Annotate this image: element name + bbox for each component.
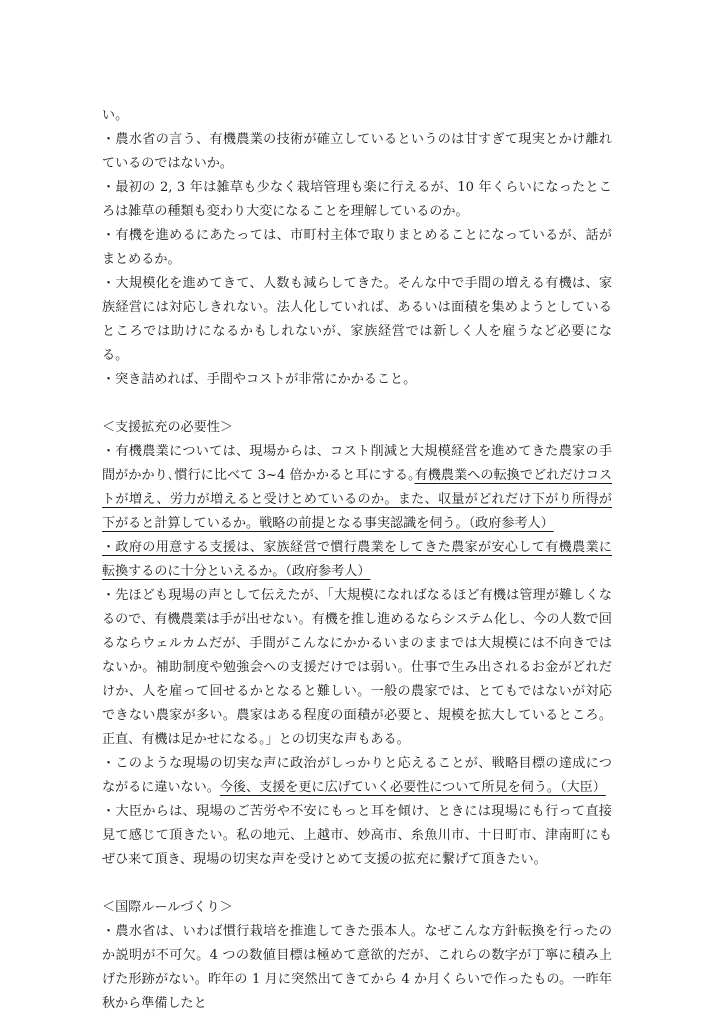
paragraph-tech-established: ・農水省の言う、有機農業の技術が確立しているというのは甘すぎて現実とかけ離れているのではないか。 [102,132,612,171]
spacer [102,872,612,896]
paragraph-continuation: い。 [102,108,129,123]
paragraph-scale-voices: ・先ほども現場の声として伝えたが、「大規模になればなるほど有機は管理が難しくなるので、有機農業は手が出せない。有機を推し進めるならシステム化し、今の人数で回るならウェルカムだが、手間がこんなにかかるいまのままでは大規模には不向きではないか。補助制度や勉強会への支援だけでは弱い。仕事で生み出されるお金がどれだけか、人を雇って回せるかとなると難しい。一般の農家では、とてもではないが対応できない農家が多い。農家はある程度の面積が必要と、規模を拡大しているところ。正直、有機は足かせになる。」との切実な声もある。 [102,588,612,747]
paragraph-government-support: ・政府の用意する支援は、家族経営で慣行農業をしてきた農家が安心して有機農業に転換するのに十分といえるか。（政府参考人） [102,540,612,579]
paragraph-minister-request: ・大臣からは、現場のご苦労や不安にもっと耳を傾け、ときには現場にも行って直接見て感じて頂きたい。私の地元、上越市、妙高市、糸魚川市、十日町市、津南町にもぜひ来て頂き、現場の切実な声を受けとめて支援の拡充に繋げて頂きたい。 [102,804,612,867]
paragraph-politics-response [102,752,612,800]
underlined-question: 今後、支援を更に広げていく必要性について所見を伺う。（大臣） [219,780,606,795]
section-heading-international: ＜国際ルールづくり＞ [102,900,233,915]
paragraph-cost-labor: ・突き詰めれば、手間やコストが非常にかかること。 [102,372,417,387]
underlined-question: 有機農業への転換でどれだけコストが増え、労力が増えると受けとめているのか。また、収量がどれだけ下がり所得が下がると計算しているか。戦略の前提となる事実認識を伺う。（政府参考人） [102,468,612,531]
paragraph-weeds: ・最初の 2, 3 年は雑草も少なく栽培管理も楽に行えるが、10 年くらいになったところは雑草の種類も変わり大変になることを理解しているのか。 [102,180,612,219]
text-segment: ・このような現場の切実な声に政治がしっかりと応えることが、戦略目標の達成につながるに違いない。 [102,756,612,795]
text-segment: ・有機農業については、現場からは、コスト削減と大規模経営を進めてきた農家の手間がかかり､慣行に比べて 3~4 倍かかると耳にする｡ [102,444,612,483]
paragraph-maff-policy: ・農水省は、いわば慣行栽培を推進してきた張本人。なぜこんな方針転換を行ったのか説明が不可欠。4 つの数値目標は極めて意欲的だが、これらの数字が丁寧に積み上げた形跡がない。昨年の 1 月に突然出てきてから 4 か月くらいで作ったもの。一昨年秋から準備したと [102,924,612,1011]
paragraph-organic-labor [102,440,612,536]
spacer [102,392,612,416]
section-heading-support: ＜支援拡充の必要性＞ [102,420,233,435]
paragraph-municipality: ・有機を進めるにあたっては、市町村主体で取りまとめることになっているが、話がまとめるか。 [102,228,612,267]
paragraph-family-farming: ・大規模化を進めてきて、人数も減らしてきた。そんな中で手間の増える有機は、家族経営には対応しきれない。法人化していれば、あるいは面積を集めようとしているところでは助けになるかもしれないが、家族経営では新しく人を雇うなど必要になる。 [102,276,612,363]
document-body [102,104,612,1016]
